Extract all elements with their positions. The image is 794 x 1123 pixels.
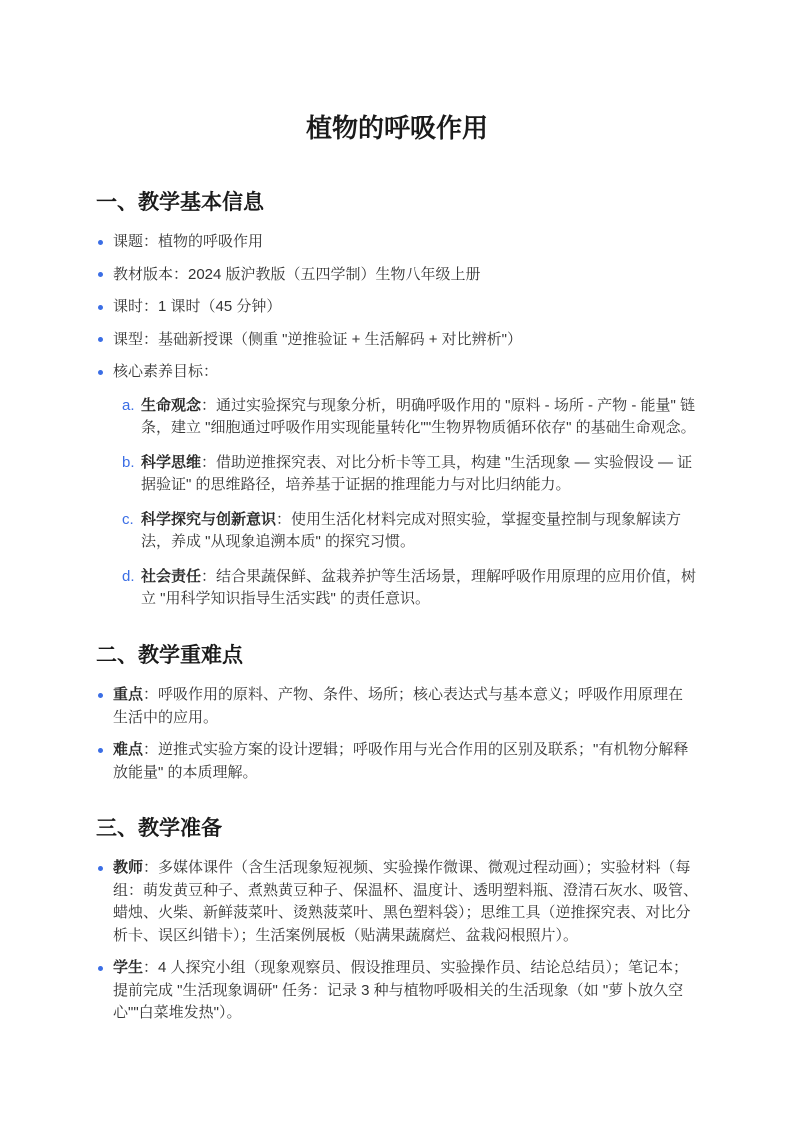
item-label: 教师: [113, 859, 144, 877]
list-item: [96, 684, 698, 729]
item-label: 难点: [113, 741, 144, 759]
goal-marker: d.: [122, 567, 135, 585]
goal-label: 生命观念: [141, 396, 202, 414]
bullet-icon: [98, 370, 103, 375]
goal-marker: a.: [122, 396, 135, 414]
key-points-list: [96, 684, 698, 784]
section-heading-basic-info: 一、教学基本信息: [96, 190, 264, 214]
section-key-points: [96, 641, 698, 784]
goal-text: ：通过实验探究与现象分析，明确呼吸作用的 "原料 - 场所 - 产物 - 能量" 链条，建立 "细胞通过呼吸作用实现能量转化""生物界物质循环依存" 的基础生命观念。: [141, 396, 696, 437]
basic-info-list: [96, 231, 698, 611]
item-text: ：4 人探究小组（现象观察员、假设推理员、实验操作员、结论总结员）；笔记本；提前完成 "生活现象调研" 任务：记录 3 种与植物呼吸相关的生活现象（如 "萝卜放久空心""白菜堆发热"）。: [113, 959, 689, 1022]
item-text: ：呼吸作用的原料、产物、条件、场所；核心表达式与基本意义；呼吸作用原理在生活中的应用。: [113, 686, 684, 726]
list-item: [96, 296, 698, 319]
goal-marker: b.: [122, 453, 135, 471]
bullet-icon: [98, 240, 103, 245]
bullet-icon: [98, 272, 103, 277]
item-label: 学生: [113, 959, 144, 977]
bullet-icon: [98, 305, 103, 310]
goal-item: [122, 509, 698, 554]
preparation-list: [96, 857, 698, 1025]
item-label: 重点: [113, 686, 144, 704]
list-item: [96, 361, 698, 611]
goal-label: 科学思维: [141, 453, 202, 471]
bullet-icon: [98, 748, 103, 753]
list-item: [96, 739, 698, 784]
goal-item: [122, 452, 698, 497]
item-text: 课时：1 课时（45 分钟）: [113, 298, 282, 316]
list-item: [96, 857, 698, 947]
section-heading-key-points: 二、教学重难点: [96, 643, 243, 667]
item-text: ：多媒体课件（含生活现象短视频、实验操作微课、微观过程动画）；实验材料（每组：萌发黄豆种子、煮熟黄豆种子、保温杯、温度计、透明塑料瓶、澄清石灰水、吸管、蜡烛、火柴、新鲜菠菜叶、烫熟菠菜叶、黑色塑料袋）；思维工具（逆推探究表、对比分析卡、误区纠错卡）；生活案例展板（贴满果蔬腐烂、盆栽闷根照片）。: [113, 859, 699, 944]
goal-item: [122, 395, 698, 440]
item-text: 课题：植物的呼吸作用: [113, 233, 264, 251]
bullet-icon: [98, 966, 103, 971]
section-heading-preparation: 三、教学准备: [96, 817, 222, 841]
section-basic-info: [96, 188, 698, 611]
list-item: [96, 231, 698, 254]
goal-item: [122, 566, 698, 611]
goal-text: ：使用生活化材料完成对照实验，掌握变量控制与现象解读方法，养成 "从现象追溯本质" 的探究习惯。: [141, 510, 682, 551]
bullet-icon: [98, 866, 103, 871]
list-item: [96, 329, 698, 352]
list-item: [96, 264, 698, 287]
goal-marker: c.: [122, 510, 134, 528]
list-item: [96, 957, 698, 1025]
bullet-icon: [98, 337, 103, 342]
goal-label: 科学探究与创新意识: [141, 510, 277, 528]
page-title: 植物的呼吸作用: [305, 113, 488, 143]
core-goals-list: [122, 395, 698, 611]
bullet-icon: [98, 693, 103, 698]
goal-text: ：借助逆推探究表、对比分析卡等工具，构建 "生活现象 — 实验假设 — 证据验证" 的思维路径，培养基于证据的推理能力与对比归纳能力。: [141, 453, 693, 494]
goal-text: ：结合果蔬保鲜、盆栽养护等生活场景，理解呼吸作用原理的应用价值，树立 "用科学知识指导生活实践" 的责任意识。: [141, 567, 697, 608]
item-text: 教材版本：2024 版沪教版（五四学制）生物八年级上册: [113, 265, 481, 283]
section-preparation: [96, 814, 698, 1025]
item-text: ：逆推式实验方案的设计逻辑；呼吸作用与光合作用的区别及联系；"有机物分解释放能量" 的本质理解。: [113, 741, 689, 781]
item-text: 核心素养目标：: [113, 363, 219, 381]
item-text: 课型：基础新授课（侧重 "逆推验证 + 生活解码 + 对比辨析"）: [113, 330, 523, 348]
goal-label: 社会责任: [141, 567, 202, 585]
